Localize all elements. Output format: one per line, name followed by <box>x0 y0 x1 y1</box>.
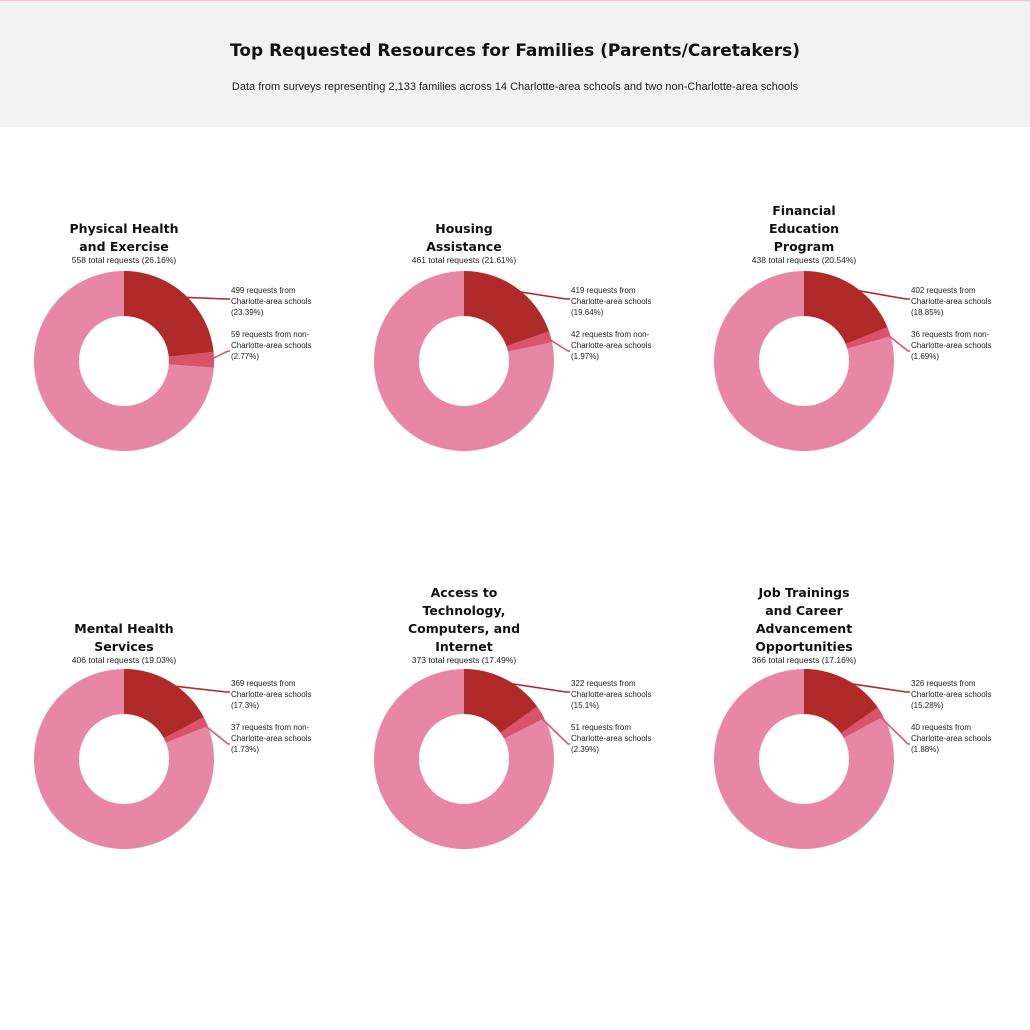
slice-annotation-line: (19.64%) <box>571 308 604 317</box>
chart-total-label: 406 total requests (19.03%) <box>71 655 177 665</box>
slice-annotation-line: Charlotte-area schools <box>231 341 312 350</box>
donut-chart <box>714 271 910 451</box>
chart-title-line: Program <box>773 239 835 254</box>
donut-slice-charlotte <box>124 271 214 356</box>
chart-title-line: Physical Health <box>69 221 179 236</box>
chart-title-line: Financial <box>772 203 836 218</box>
slice-annotation-line: (1.97%) <box>571 352 600 361</box>
donut-chart <box>714 669 910 849</box>
slice-annotation-line: 402 requests from <box>911 286 976 295</box>
slice-annotation-line: 40 requests from <box>911 723 972 732</box>
slice-annotation-line: (15.28%) <box>911 701 944 710</box>
slice-annotation-line: (17.3%) <box>231 701 260 710</box>
chart-total-label: 438 total requests (20.54%) <box>751 255 857 265</box>
slice-annotation-line: (18.85%) <box>911 308 944 317</box>
chart-total-label: 366 total requests (17.16%) <box>751 655 857 665</box>
chart-title-line: Internet <box>435 639 493 654</box>
slice-annotation-line: Charlotte-area schools <box>571 341 652 350</box>
chart-total-label: 373 total requests (17.49%) <box>411 655 517 665</box>
slice-annotation-line: (2.39%) <box>571 745 600 754</box>
slice-annotation-line: Charlotte-area schools <box>911 341 992 350</box>
chart-title-line: Services <box>94 639 154 654</box>
slice-annotation-line: (1.73%) <box>231 745 260 754</box>
slice-annotation-line: 369 requests from <box>231 679 296 688</box>
page-title: Top Requested Resources for Families (Parents/Caretakers) <box>230 41 800 61</box>
slice-annotation-line: Charlotte-area schools <box>231 297 312 306</box>
slice-annotation-line: 322 requests from <box>571 679 636 688</box>
donut-slice-charlotte <box>464 271 549 346</box>
slice-annotation-line: Charlotte-area schools <box>571 297 652 306</box>
chart-title-line: Job Trainings <box>758 585 850 600</box>
chart-title-line: Advancement <box>755 621 853 636</box>
slice-annotation-line: (23.39%) <box>231 308 264 317</box>
slice-annotation-line: Charlotte-area schools <box>231 734 312 743</box>
chart-total-label: 558 total requests (26.16%) <box>71 255 177 265</box>
slice-annotation-line: Charlotte-area schools <box>911 297 992 306</box>
slice-annotation-line: (1.69%) <box>911 352 940 361</box>
donut-chart <box>34 669 230 849</box>
slice-annotation-line: 59 requests from non- <box>231 330 310 339</box>
donut-chart <box>374 271 570 451</box>
slice-annotation-line: Charlotte-area schools <box>911 690 992 699</box>
slice-annotation-line: 42 requests from non- <box>571 330 650 339</box>
chart-title-line: Computers, and <box>407 621 521 636</box>
slice-annotation-line: 326 requests from <box>911 679 976 688</box>
chart-title-line: and Career <box>765 603 843 618</box>
slice-annotation-line: 37 requests from non- <box>231 723 310 732</box>
slice-annotation-line: Charlotte-area schools <box>571 734 652 743</box>
chart-title-line: Housing <box>435 221 493 236</box>
chart-title-line: and Exercise <box>79 239 169 254</box>
chart-title-line: Access to <box>430 585 498 600</box>
slice-annotation-line: 36 requests from non- <box>911 330 990 339</box>
chart-title-line: Opportunities <box>755 639 853 654</box>
chart-title-line: Technology, <box>422 603 506 618</box>
chart-title-line: Education <box>769 221 839 236</box>
slice-annotation-line: 51 requests from <box>571 723 632 732</box>
chart-title-line: Mental Health <box>74 621 174 636</box>
slice-annotation-line: (2.77%) <box>231 352 260 361</box>
chart-title-line: Assistance <box>426 239 502 254</box>
donut-chart <box>34 271 230 451</box>
page-subtitle: Data from surveys representing 2,133 families across 14 Charlotte-area schools and two non-Charlotte-area schools <box>231 81 799 93</box>
slice-annotation-line: (1.88%) <box>911 745 940 754</box>
slice-annotation-line: (15.1%) <box>571 701 600 710</box>
slice-annotation-line: 419 requests from <box>571 286 636 295</box>
slice-annotation-line: Charlotte-area schools <box>571 690 652 699</box>
slice-annotation-line: Charlotte-area schools <box>911 734 992 743</box>
slice-annotation-line: 499 requests from <box>231 286 296 295</box>
slice-annotation-line: Charlotte-area schools <box>231 690 312 699</box>
chart-total-label: 461 total requests (21.61%) <box>411 255 517 265</box>
donut-chart <box>374 669 570 849</box>
